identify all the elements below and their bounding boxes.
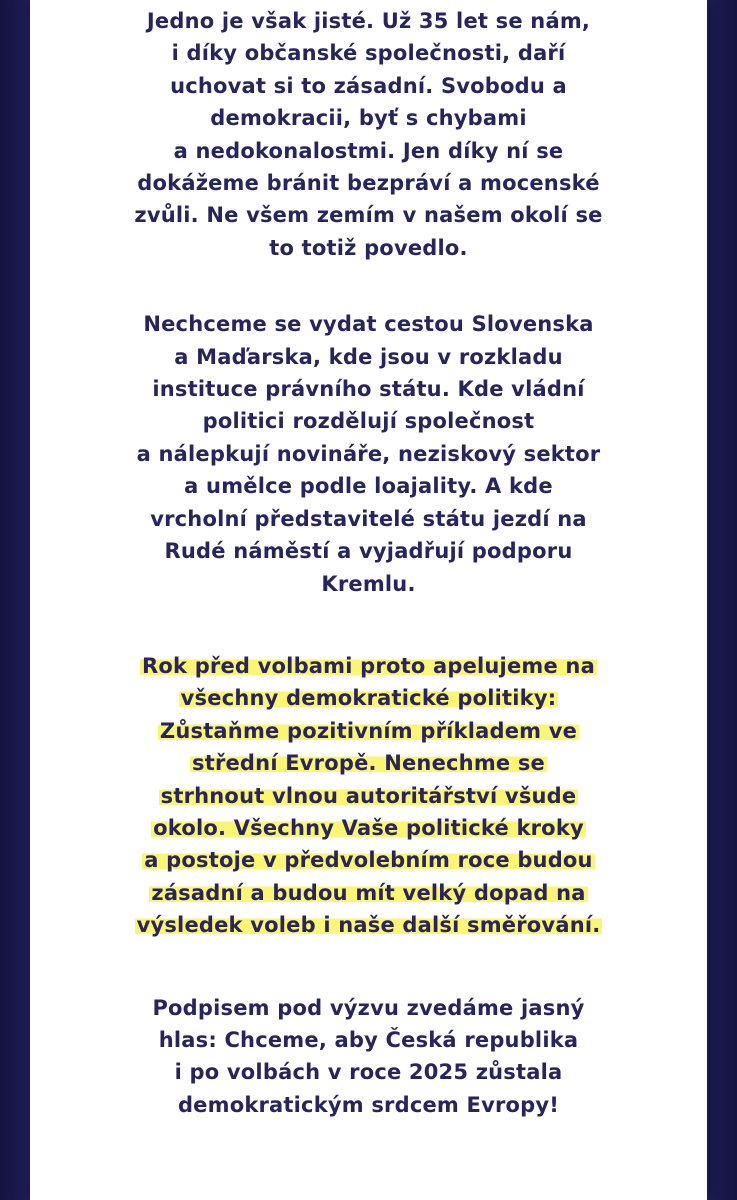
- highlighted-line: [30, 812, 707, 844]
- highlighted-line: [30, 780, 707, 812]
- highlight-mark: strhnout vlnou autoritářství všude: [160, 783, 577, 808]
- paragraph-4: [30, 992, 707, 1122]
- text-line: Kremlu.: [321, 571, 416, 596]
- highlighted-line: [30, 682, 707, 714]
- text-line: politici rozdělují společnost: [202, 409, 535, 434]
- text-line: vrcholní představitelé státu jezdí na: [150, 506, 587, 531]
- text-line: a nálepkují novináře, neziskový sektor: [136, 441, 601, 466]
- text-line: Podpisem pod výzvu zvedáme jasný: [152, 995, 585, 1020]
- text-line: demokracii, byť s chybami: [210, 106, 527, 131]
- paragraph-spacer: [30, 264, 707, 308]
- text-line: instituce právního státu. Kde vládní: [152, 377, 585, 402]
- text-line: uchovat si to zásadní. Svobodu a: [170, 73, 567, 98]
- text-line: to totiž povedlo.: [269, 235, 468, 260]
- highlighted-line: [30, 715, 707, 747]
- highlight-mark: okolo. Všechny Vaše politické kroky: [153, 815, 584, 840]
- document-content: [30, 5, 707, 1121]
- highlighted-line: [30, 844, 707, 876]
- paragraph-spacer: [30, 600, 707, 650]
- highlight-mark: Zůstaňme pozitivním příkladem ve: [159, 718, 578, 743]
- highlighted-line: [30, 650, 707, 682]
- text-line: i po volbách v roce 2025 zůstala: [174, 1060, 563, 1085]
- text-line: Jedno je však jisté. Už 35 let se nám,: [146, 9, 591, 33]
- paragraph-spacer: [30, 942, 707, 992]
- paragraph-2: [30, 308, 707, 600]
- text-line: i díky občanské společnosti, daří: [171, 41, 566, 66]
- highlight-mark: střední Evropě. Nenechme se: [192, 751, 545, 776]
- highlight-mark: zásadní a budou mít velký dopad na: [151, 880, 586, 905]
- text-line: Nechceme se vydat cestou Slovenska: [143, 312, 594, 337]
- text-line: demokratickým srdcem Evropy!: [177, 1092, 560, 1117]
- text-line: Rudé náměstí a vyjadřují podporu: [164, 539, 573, 564]
- highlighted-line: [30, 747, 707, 779]
- highlighted-line: [30, 877, 707, 909]
- highlight-mark: všechny demokratické politiky:: [180, 686, 557, 711]
- text-line: a nedokonalostmi. Jen díky ní se: [173, 138, 564, 163]
- paragraph-3-highlighted: [30, 650, 707, 942]
- paragraph-1: [30, 5, 707, 264]
- highlight-mark: výsledek voleb i naše další směřování.: [136, 913, 601, 938]
- highlighted-line: [30, 909, 707, 941]
- highlight-mark: a postoje v předvolebním roce budou: [144, 848, 593, 873]
- text-line: a umělce podle loajality. A kde: [184, 474, 553, 499]
- text-line: a Maďarska, kde jsou v rozkladu: [174, 344, 563, 369]
- text-line: dokážeme bránit bezpráví a mocenské: [137, 171, 600, 196]
- text-line: hlas: Chceme, aby Česká republika: [158, 1027, 579, 1052]
- highlight-mark: Rok před volbami proto apelujeme na: [142, 653, 595, 678]
- text-line: zvůli. Ne všem zemím v našem okolí se: [134, 203, 603, 228]
